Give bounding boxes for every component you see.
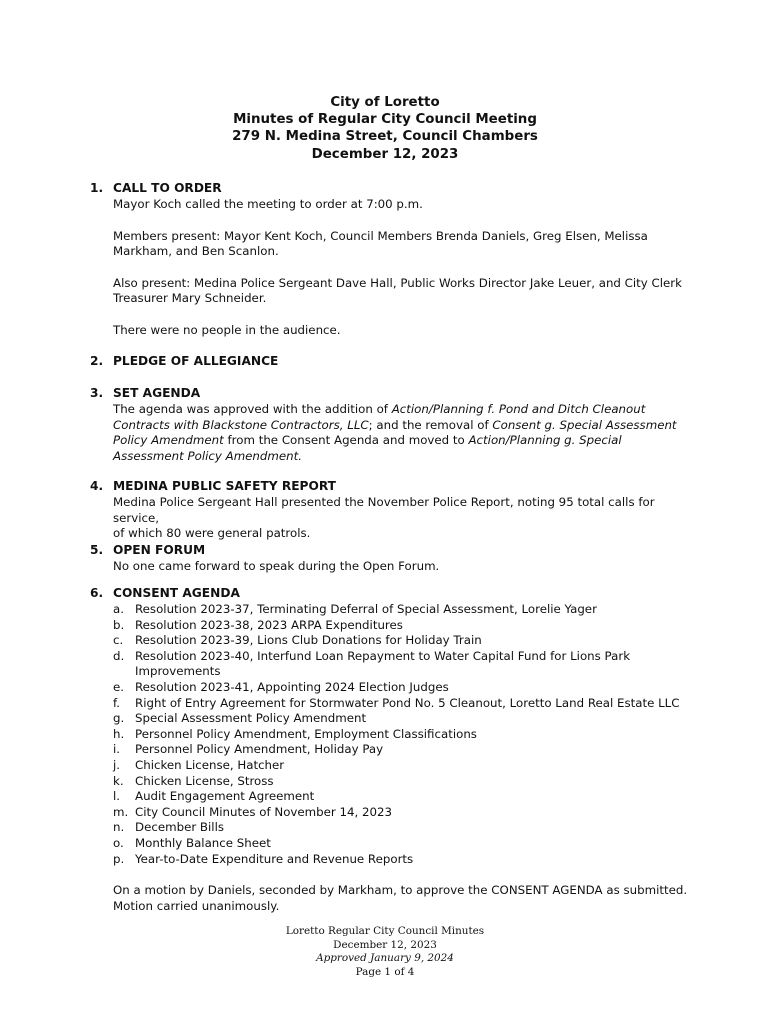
list-item	[113, 852, 690, 868]
list-text: Resolution 2023-38, 2023 ARPA Expenditures	[135, 617, 403, 632]
list-text: Chicken License, Hatcher	[135, 757, 285, 772]
text-line: Treasurer Mary Schneider.	[113, 291, 267, 305]
footer-date: December 12, 2023	[333, 938, 437, 951]
list-item	[113, 711, 690, 727]
section-title: CALL TO ORDER	[113, 181, 222, 195]
list-text: December Bills	[135, 820, 224, 835]
italic-run: Action/Planning f. Pond and Ditch Cleanout	[391, 402, 646, 416]
section-number: 2.	[90, 354, 104, 368]
section-title: CONSENT AGENDA	[113, 586, 240, 600]
section-pledge	[90, 354, 690, 370]
list-item	[113, 633, 690, 649]
list-letter: p.	[113, 851, 125, 866]
list-text: Resolution 2023-39, Lions Club Donations for Holiday Train	[135, 633, 482, 648]
meeting-date: December 12, 2023	[311, 146, 459, 162]
paragraph: No one came forward to speak during the Open Forum.	[113, 559, 440, 573]
paragraph: There were no people in the audience.	[113, 322, 341, 337]
city-name: City of Loretto	[330, 95, 440, 110]
list-item	[113, 618, 690, 634]
list-item	[113, 727, 690, 743]
list-item	[113, 820, 690, 836]
section-public-safety	[90, 479, 690, 542]
list-text: Monthly Balance Sheet	[135, 835, 271, 850]
italic-run: Contracts with Blackstone Contractors, LLC	[113, 417, 369, 432]
section-consent-agenda	[90, 586, 690, 914]
section-title: SET AGENDA	[113, 386, 201, 400]
list-item	[113, 696, 690, 712]
text-line: of which 80 were general patrols.	[113, 526, 311, 540]
section-title: OPEN FORUM	[113, 543, 206, 557]
agenda-paragraph	[113, 402, 690, 464]
consent-items-list	[113, 602, 690, 867]
list-letter: g.	[113, 711, 125, 726]
list-item	[113, 742, 690, 758]
list-text: Resolution 2023-40, Interfund Loan Repayment to Water Capital Fund for Lions Park	[135, 648, 631, 663]
list-letter: h.	[113, 726, 125, 741]
footer-title: Loretto Regular City Council Minutes	[285, 925, 485, 937]
section-number: 1.	[90, 181, 104, 195]
text-run: The agenda was approved with the addition of	[113, 402, 392, 416]
section-title: PLEDGE OF ALLEGIANCE	[113, 354, 279, 368]
section-number: 4.	[90, 479, 104, 493]
list-text-continued: Improvements	[135, 664, 221, 679]
text-run: ; and the removal of	[368, 417, 493, 432]
list-item	[113, 649, 690, 680]
list-letter: k.	[113, 773, 124, 788]
text-line: Motion carried unanimously.	[113, 898, 280, 913]
text-line: On a motion by Daniels, seconded by Markham, to approve the CONSENT AGENDA as submitted.	[113, 883, 688, 898]
section-set-agenda	[90, 386, 690, 464]
list-item	[113, 758, 690, 774]
list-letter: c.	[113, 633, 124, 648]
page-number: Page 1 of 4	[355, 965, 415, 978]
italic-run: Action/Planning g. Special	[468, 433, 622, 447]
list-item	[113, 774, 690, 790]
list-text: Audit Engagement Agreement	[135, 789, 315, 804]
italic-run: Assessment Policy Amendment.	[113, 448, 303, 463]
italic-run: Policy Amendment	[113, 433, 224, 447]
meeting-location: 279 N. Medina Street, Council Chambers	[232, 129, 538, 145]
section-call-to-order	[90, 181, 690, 338]
document-header	[0, 94, 770, 163]
list-text: Personnel Policy Amendment, Holiday Pay	[135, 742, 384, 757]
section-number: 5.	[90, 543, 104, 557]
list-letter: j.	[113, 757, 121, 772]
list-letter: d.	[113, 648, 125, 663]
text-run: from the Consent Agenda and moved to	[223, 433, 469, 447]
police-report-paragraph	[113, 495, 690, 542]
footer-approved: Approved January 9, 2024	[316, 952, 454, 965]
section-number: 6.	[90, 586, 104, 600]
list-item	[113, 680, 690, 696]
page-footer	[0, 925, 770, 979]
list-letter: e.	[113, 679, 125, 694]
document-title: Minutes of Regular City Council Meeting	[233, 112, 537, 128]
section-open-forum	[90, 543, 690, 575]
list-item	[113, 836, 690, 852]
list-letter: a.	[113, 602, 124, 616]
list-text: Right of Entry Agreement for Stormwater Pond No. 5 Cleanout, Loretto Land Real Estate LLC	[135, 695, 680, 710]
list-letter: i.	[113, 742, 121, 757]
italic-run: Consent g. Special Assessment	[492, 417, 677, 432]
list-text: Resolution 2023-41, Appointing 2024 Election Judges	[135, 679, 449, 694]
list-letter: n.	[113, 820, 125, 835]
list-letter: b.	[113, 617, 125, 632]
section-number: 3.	[90, 386, 104, 400]
also-present-paragraph	[113, 276, 690, 307]
text-line: Markham, and Ben Scanlon.	[113, 244, 279, 258]
section-title: MEDINA PUBLIC SAFETY REPORT	[113, 479, 336, 493]
text-line: Medina Police Sergeant Hall presented the November Police Report, noting 95 total calls for service,	[113, 495, 655, 525]
list-letter: m.	[113, 804, 129, 819]
list-item	[113, 805, 690, 821]
list-item	[113, 789, 690, 805]
list-letter: o.	[113, 835, 124, 850]
paragraph: Mayor Koch called the meeting to order at 7:00 p.m.	[113, 197, 423, 211]
list-text: Special Assessment Policy Amendment	[135, 711, 367, 726]
list-text: City Council Minutes of November 14, 2023	[135, 804, 393, 819]
members-present-paragraph	[113, 229, 690, 260]
list-text: Year-to-Date Expenditure and Revenue Reports	[135, 851, 414, 866]
text-line: Also present: Medina Police Sergeant Dave Hall, Public Works Director Jake Leuer, and City Clerk	[113, 275, 682, 290]
list-text: Personnel Policy Amendment, Employment Classifications	[135, 726, 477, 741]
list-letter: l.	[113, 789, 121, 804]
list-text: Chicken License, Stross	[135, 773, 274, 788]
list-letter: f.	[113, 695, 121, 710]
list-item	[113, 602, 690, 618]
list-text: Resolution 2023-37, Terminating Deferral of Special Assessment, Lorelie Yager	[135, 602, 597, 616]
motion-paragraph	[113, 883, 690, 914]
text-line: Members present: Mayor Kent Koch, Council Members Brenda Daniels, Greg Elsen, Melissa	[113, 228, 648, 243]
